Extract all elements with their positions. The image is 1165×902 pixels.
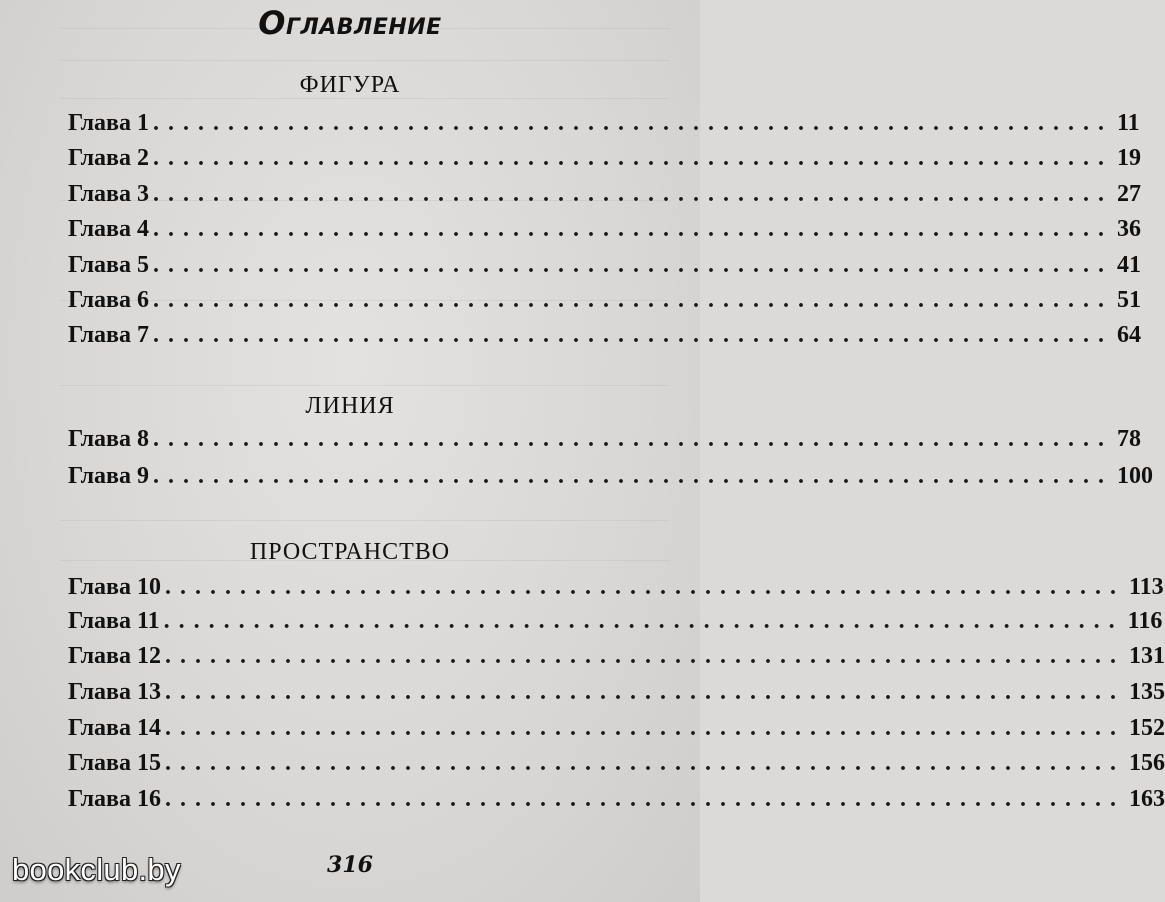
toc-entry-page: 100 — [1117, 463, 1153, 489]
toc-entry[interactable] — [68, 786, 1165, 820]
toc-entry-page: 27 — [1117, 181, 1141, 207]
dot-leader: ................................................................ — [153, 287, 1113, 313]
toc-entry-label: Глава 8 — [68, 426, 149, 452]
toc-entry[interactable] — [68, 679, 1165, 713]
bleed-line — [60, 520, 670, 521]
bleed-line — [60, 385, 670, 386]
toc-entry-page: 36 — [1117, 216, 1141, 242]
toc-entry-label: Глава 9 — [68, 463, 149, 489]
toc-entry[interactable] — [68, 252, 1141, 286]
dot-leader: ................................................................ — [163, 608, 1124, 634]
toc-entry-page: 19 — [1117, 145, 1141, 171]
section-heading-prostranstvo: ПРОСТРАНСТВО — [249, 539, 451, 565]
dot-leader: ................................................................ — [165, 750, 1125, 776]
toc-entry-label: Глава 12 — [68, 643, 161, 669]
watermark: bookclub.by — [12, 852, 181, 887]
toc-entry[interactable] — [68, 426, 1141, 460]
toc-entry[interactable] — [68, 608, 1163, 642]
toc-entry-page: 135 — [1129, 679, 1165, 705]
page-title: Оглавление — [258, 4, 442, 42]
toc-entry[interactable] — [68, 216, 1141, 250]
toc-entry[interactable] — [68, 145, 1141, 179]
toc-entry-page: 78 — [1117, 426, 1141, 452]
toc-entry-page: 116 — [1127, 608, 1163, 634]
toc-entry-page: 41 — [1117, 252, 1141, 278]
dot-leader: ................................................................ — [165, 715, 1125, 741]
dot-leader: ................................................................ — [165, 786, 1125, 812]
toc-entry-page: 156 — [1129, 750, 1165, 776]
toc-entry[interactable] — [68, 643, 1165, 677]
dot-leader: ................................................................ — [153, 216, 1113, 242]
dot-leader: ................................................................ — [153, 252, 1113, 278]
toc-entry-page: 11 — [1117, 110, 1140, 136]
dot-leader: ................................................................ — [153, 110, 1113, 136]
toc-entry-page: 64 — [1117, 322, 1141, 348]
toc-entry-page: 152 — [1129, 715, 1165, 741]
toc-entry-label: Глава 5 — [68, 252, 149, 278]
dot-leader: ................................................................ — [153, 181, 1113, 207]
toc-entry-label: Глава 14 — [68, 715, 161, 741]
toc-entry[interactable] — [68, 110, 1140, 144]
dot-leader: ................................................................ — [165, 679, 1125, 705]
section-heading-liniya: ЛИНИЯ — [305, 393, 395, 419]
toc-entry-page: 51 — [1117, 287, 1141, 313]
page-number: 316 — [327, 852, 373, 878]
toc-entry-label: Глава 3 — [68, 181, 149, 207]
toc-entry-page: 131 — [1129, 643, 1165, 669]
toc-entry[interactable] — [68, 463, 1153, 497]
dot-leader: ................................................................ — [153, 426, 1113, 452]
toc-entry[interactable] — [68, 715, 1165, 749]
toc-entry-label: Глава 13 — [68, 679, 161, 705]
toc-entry-label: Глава 10 — [68, 574, 161, 600]
dot-leader: ................................................................ — [165, 643, 1125, 669]
toc-entry-label: Глава 2 — [68, 145, 149, 171]
toc-entry-label: Глава 16 — [68, 786, 161, 812]
bleed-line — [60, 60, 670, 61]
dot-leader: ................................................................ — [153, 145, 1113, 171]
toc-entry-label: Глава 1 — [68, 110, 149, 136]
dot-leader: ................................................................ — [153, 463, 1113, 489]
toc-entry[interactable] — [68, 750, 1165, 784]
dot-leader: ................................................................ — [165, 574, 1125, 600]
toc-entry-page: 113 — [1129, 574, 1164, 600]
toc-entry[interactable] — [68, 181, 1141, 215]
section-heading-figura: ФИГУРА — [299, 72, 401, 98]
toc-entry-label: Глава 7 — [68, 322, 149, 348]
dot-leader: ................................................................ — [153, 322, 1113, 348]
toc-entry-page: 163 — [1129, 786, 1165, 812]
toc-entry[interactable] — [68, 322, 1141, 356]
toc-entry-label: Глава 11 — [68, 608, 160, 634]
toc-entry-label: Глава 4 — [68, 216, 149, 242]
toc-entry-label: Глава 15 — [68, 750, 161, 776]
toc-entry[interactable] — [68, 287, 1141, 321]
toc-entry-label: Глава 6 — [68, 287, 149, 313]
toc-entry[interactable] — [68, 574, 1164, 608]
